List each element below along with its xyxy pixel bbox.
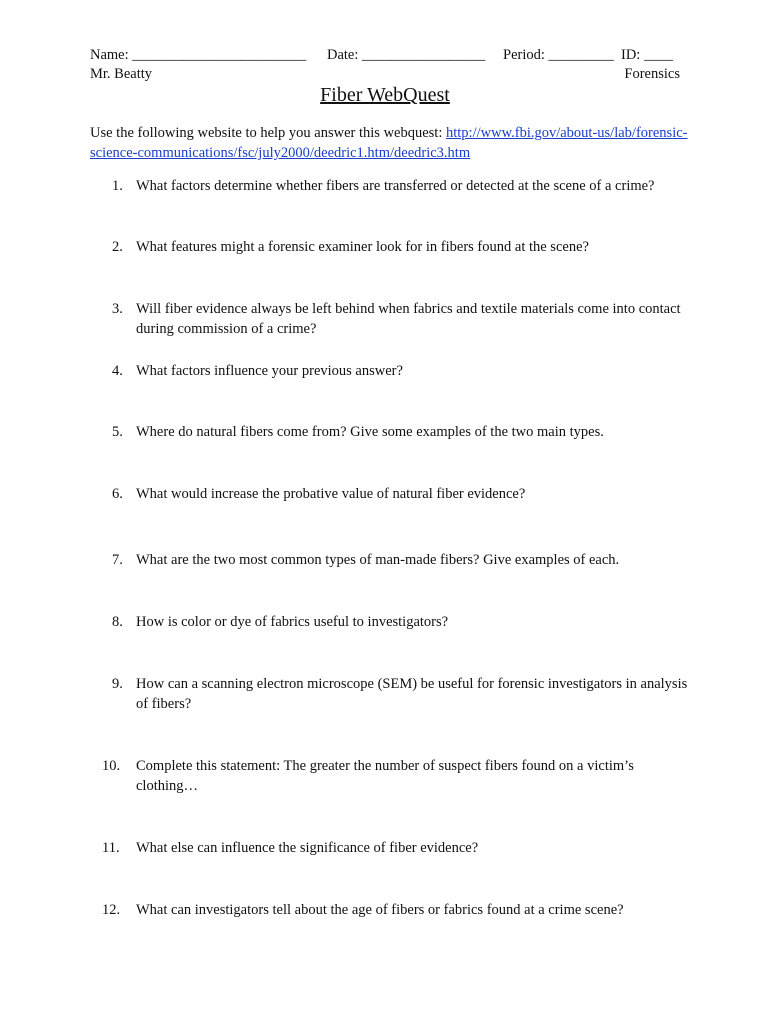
id-field-label: ID: ____ — [621, 47, 673, 63]
question-2 — [112, 237, 692, 257]
question-text: What can investigators tell about the age of fibers or fabrics found at a crime scene? — [136, 902, 624, 918]
intro-paragraph — [90, 123, 690, 163]
question-9 — [112, 674, 692, 714]
question-number: 2. — [112, 239, 123, 255]
question-10 — [102, 756, 692, 796]
question-8 — [112, 612, 692, 632]
question-6 — [112, 484, 692, 504]
page-title-text: Fiber WebQuest — [320, 84, 450, 106]
question-5 — [112, 422, 692, 442]
question-text: What would increase the probative value of natural fiber evidence? — [136, 486, 526, 502]
question-text: What features might a forensic examiner look for in fibers found at the scene? — [136, 239, 589, 255]
question-number: 1. — [112, 178, 123, 194]
course-name: Forensics — [624, 66, 680, 82]
question-text: How is color or dye of fabrics useful to investigators? — [136, 614, 449, 630]
date-field-label: Date: _________________ — [327, 47, 486, 63]
question-7 — [112, 550, 692, 570]
question-number: 8. — [112, 614, 123, 630]
question-text: Will fiber evidence always be left behind when fabrics and textile materials come into contact during commission of a crime? — [136, 301, 681, 337]
question-number: 12. — [102, 902, 121, 918]
period-field-label: Period: _________ — [503, 47, 614, 63]
reference-link[interactable]: http://www.fbi.gov/about-us/lab/forensic-science-communications/fsc/july2000/deedric1.htm/deedric3.htm — [90, 125, 688, 161]
question-1 — [112, 176, 692, 196]
question-number: 5. — [112, 424, 123, 440]
question-text: Complete this statement: The greater the number of suspect fibers found on a victim’s clothing… — [136, 758, 634, 794]
question-text: What factors determine whether fibers are transferred or detected at the scene of a crime? — [136, 178, 655, 194]
question-number: 7. — [112, 552, 123, 568]
intro-text: Use the following website to help you answer this webquest: — [90, 125, 446, 141]
page-title — [0, 83, 770, 107]
question-3 — [112, 299, 692, 339]
question-number: 9. — [112, 676, 123, 692]
teacher-name: Mr. Beatty — [90, 66, 153, 82]
question-text: What factors influence your previous answer? — [136, 363, 403, 379]
name-field-label: Name: ________________________ — [90, 47, 307, 63]
question-number: 6. — [112, 486, 123, 502]
question-number: 4. — [112, 363, 123, 379]
question-text: What else can influence the significance of fiber evidence? — [136, 840, 479, 856]
question-text: Where do natural fibers come from? Give some examples of the two main types. — [136, 424, 604, 440]
question-number: 3. — [112, 301, 123, 317]
question-12 — [102, 900, 692, 920]
question-number: 10. — [102, 758, 121, 774]
question-4 — [112, 361, 692, 381]
question-11 — [102, 838, 692, 858]
question-text: How can a scanning electron microscope (SEM) be useful for forensic investigators in analysis of fibers? — [136, 676, 688, 712]
question-text: What are the two most common types of man-made fibers? Give examples of each. — [136, 552, 620, 568]
question-number: 11. — [102, 840, 120, 856]
